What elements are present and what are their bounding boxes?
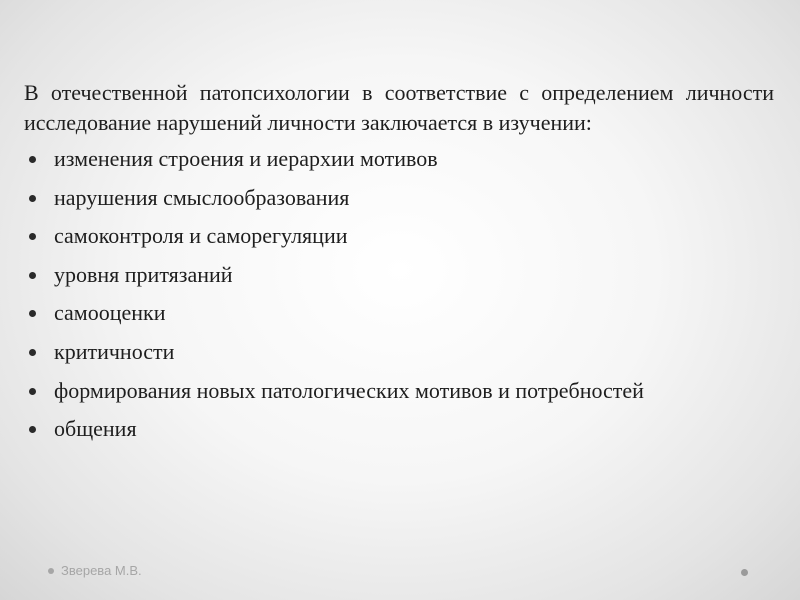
- bullet-icon: [29, 272, 36, 279]
- bullet-text: нарушения смыслообразования: [54, 184, 350, 210]
- bullet-text: уровня притязаний: [54, 261, 233, 287]
- slide-footer: [48, 563, 142, 578]
- bullet-text: самоконтроля и саморегуляции: [54, 223, 348, 249]
- bullet-icon: [29, 388, 36, 395]
- bullet-list: [24, 140, 774, 449]
- bullet-text: формирования новых патологических мотивов и потребностей: [54, 377, 644, 403]
- bullet-item: [24, 256, 774, 295]
- bullet-text: общения: [54, 416, 137, 442]
- bullet-icon: [29, 195, 36, 202]
- bullet-text: самооценки: [54, 300, 166, 326]
- bullet-icon: [29, 349, 36, 356]
- bullet-icon: [29, 233, 36, 240]
- bullet-icon: [29, 156, 36, 163]
- footer-author: Зверева М.В.: [61, 563, 142, 578]
- bullet-text: критичности: [54, 338, 175, 364]
- bullet-item: [24, 179, 774, 218]
- bullet-icon: [29, 310, 36, 317]
- bullet-item: [24, 333, 774, 372]
- footer-dot-icon: [48, 568, 54, 574]
- intro-paragraph: В отечественной патопсихологии в соответствие с определением личности исследование нарушений личности заключается в изучении:: [24, 80, 774, 135]
- bullet-item: [24, 217, 774, 256]
- bullet-item: [24, 294, 774, 333]
- bullet-text: изменения строения и иерархии мотивов: [54, 146, 438, 171]
- bullet-item: [24, 372, 774, 411]
- corner-dot-icon: [741, 569, 748, 576]
- slide-content: [24, 78, 774, 449]
- bullet-item: [24, 410, 774, 449]
- bullet-icon: [29, 426, 36, 433]
- bullet-item: [24, 140, 774, 179]
